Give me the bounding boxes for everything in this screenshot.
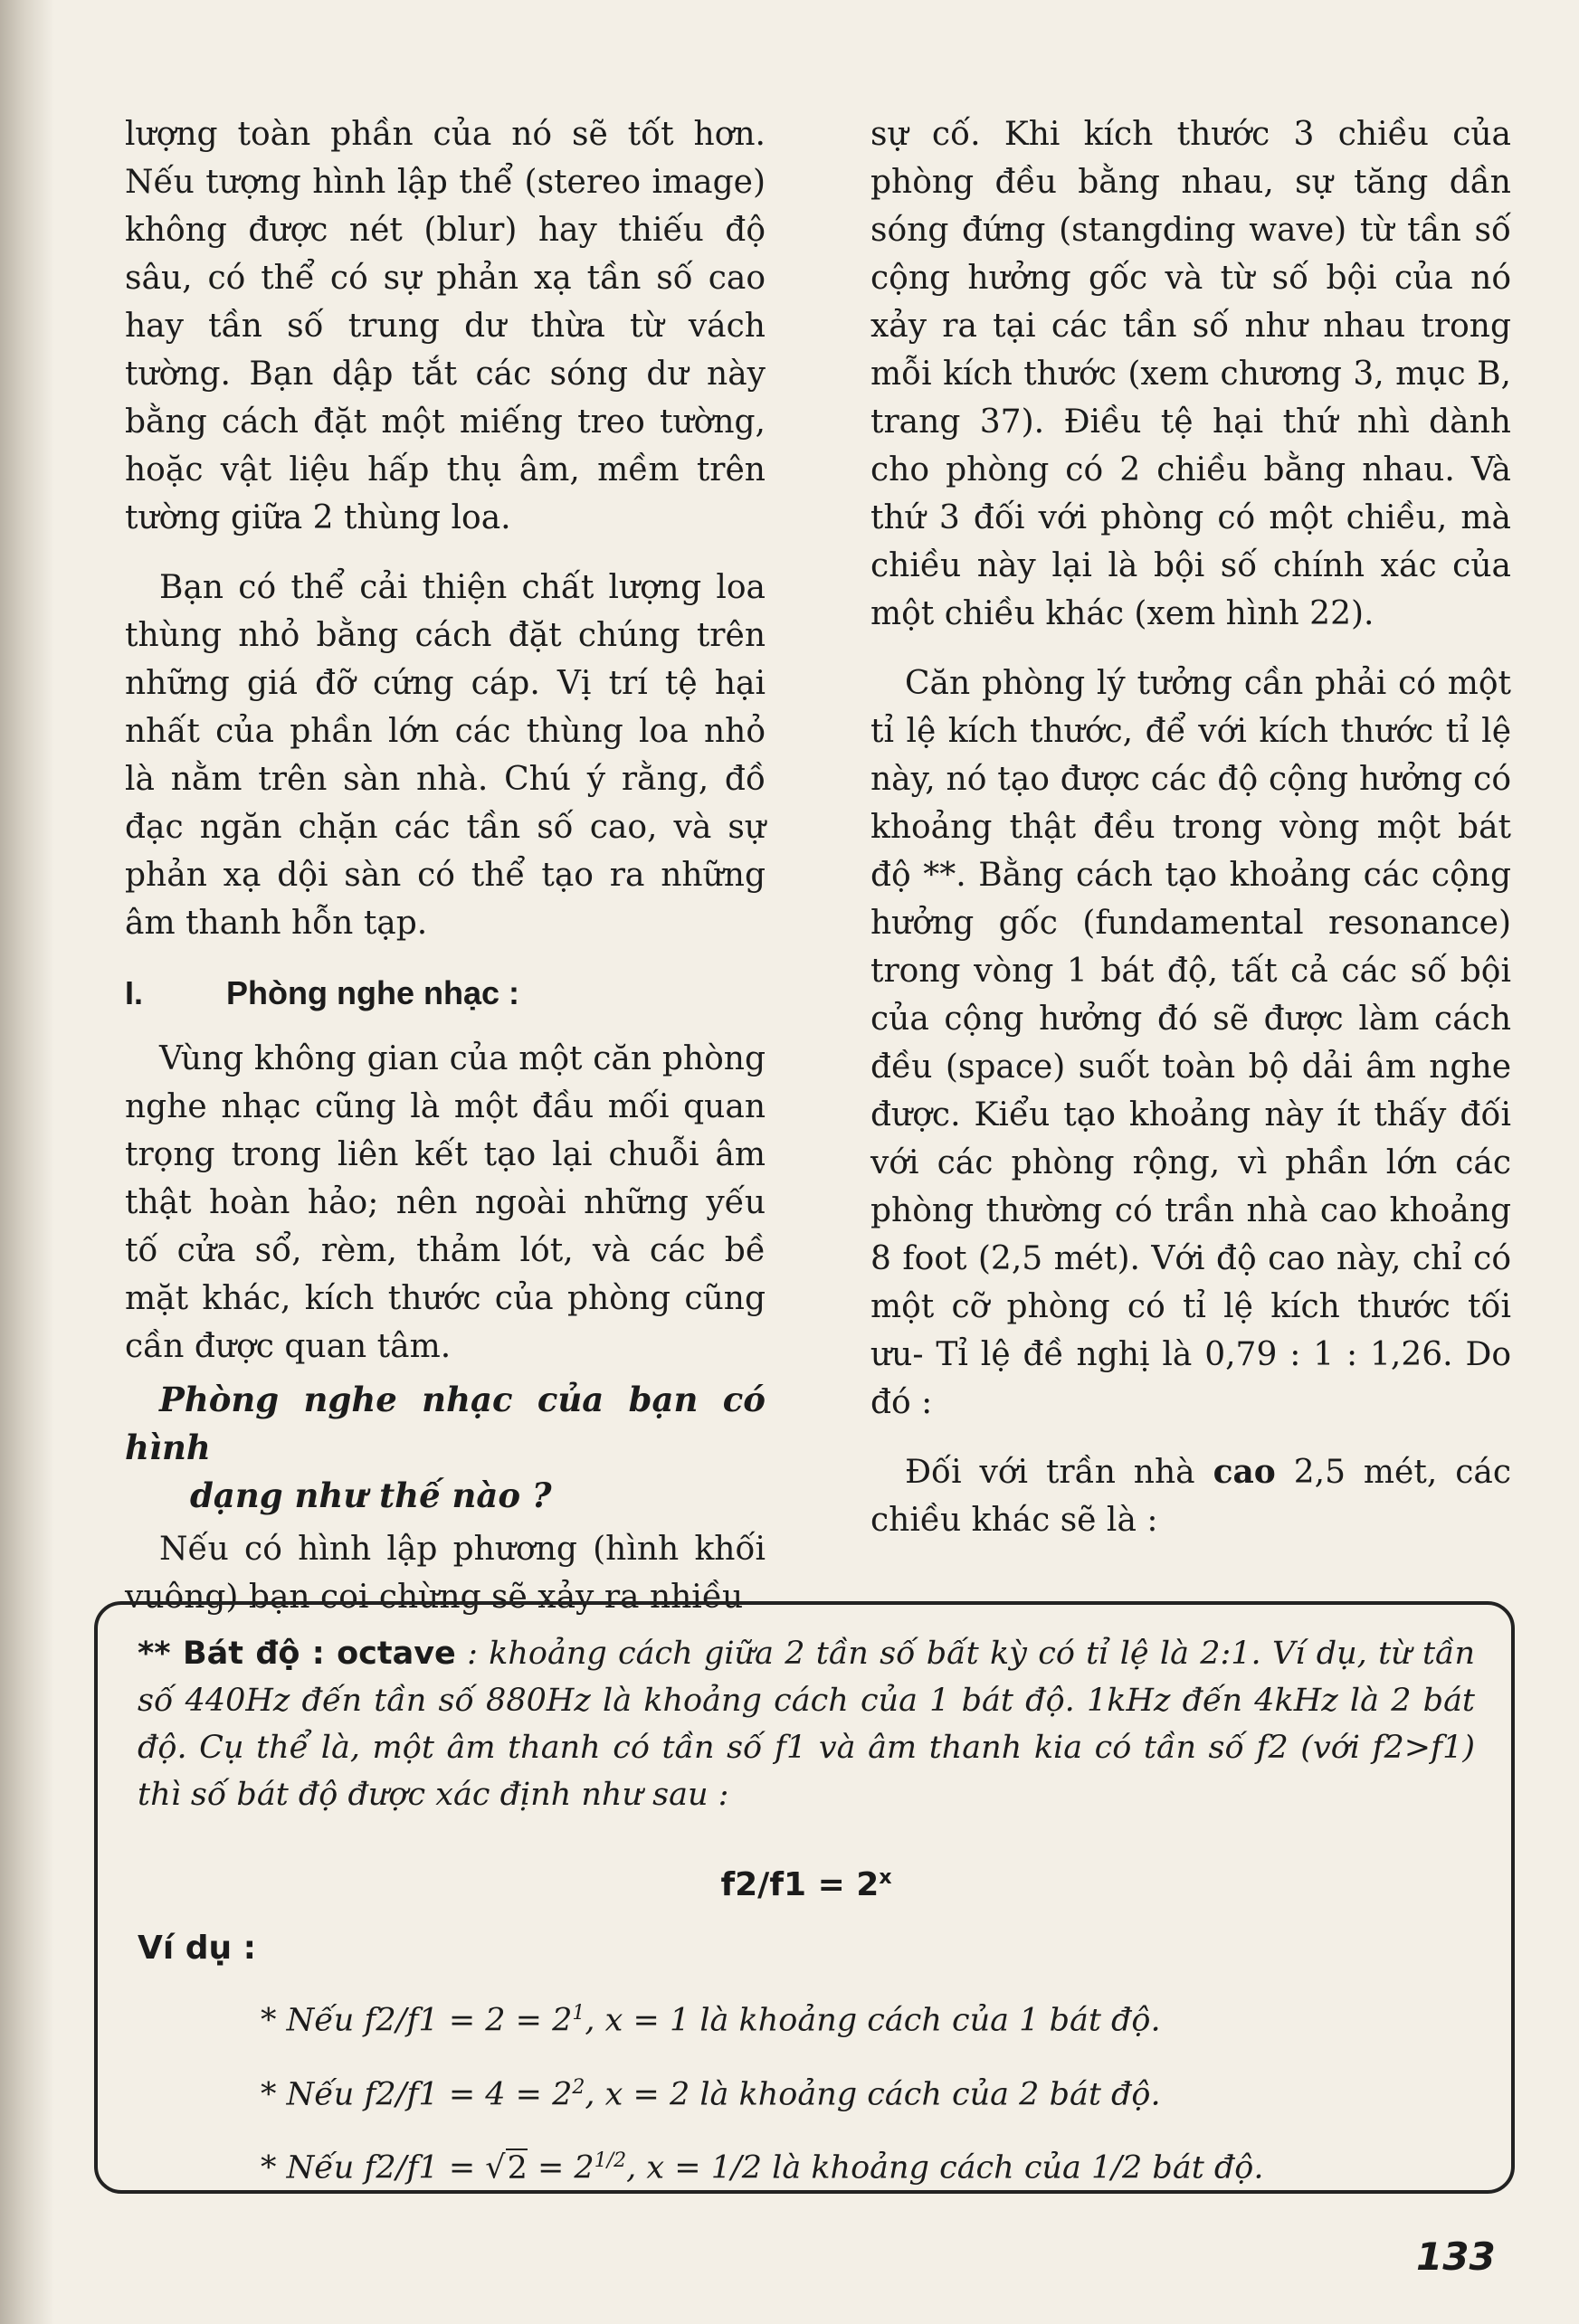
paragraph: Bạn có thể cải thiện chất lượng loa thùng nhỏ bằng cách đặt chúng trên những giá đỡ cứng cáp. Vị trí tệ hại nhất của phần lớn các thùng loa nhỏ là nằm trên sàn nhà. Chú ý rằng, đồ đạc ngăn chặn các tần số cao, và sự phản xạ dội sàn có thể tạo ra những âm thanh hỗn tạp. bbox=[125, 569, 766, 942]
bold-word: cao bbox=[1213, 1453, 1276, 1491]
exponent: 1 bbox=[572, 2002, 585, 2025]
footnote-definition bbox=[138, 1630, 1475, 1818]
page-number: 133 bbox=[1416, 2234, 1496, 2279]
examples-title: Ví dụ : bbox=[138, 1930, 257, 1967]
example-line bbox=[261, 1990, 1475, 2044]
subheading-question bbox=[125, 1376, 766, 1520]
footnote-box bbox=[94, 1601, 1515, 2194]
formula-base: f2/f1 = 2 bbox=[720, 1866, 880, 1903]
paragraph: Căn phòng lý tưởng cần phải có một tỉ lệ kích thước, để với kích thước tỉ lệ này, nó tạo được các độ cộng hưởng có khoảng thật đều trong vòng một bát độ **. Bằng cách tạo khoảng các cộng hưởng gốc (fundamental resonance) trong vòng 1 bát độ, tất cả các số bội của cộng hưởng đó sẽ được làm cách đều (space) suốt toàn bộ dải âm nghe được. Kiểu tạo khoảng này ít thấy đối với các phòng rộng, vì phần lớn các phòng thường có trần nhà cao khoảng 8 foot (2,5 mét). Với độ cao này, chỉ có một cỡ phòng có tỉ lệ kích thước tối ưu- Tỉ lệ đề nghị là 0,79 : 1 : 1,26. Do đó : bbox=[870, 665, 1511, 1421]
question-line: Phòng nghe nhạc của bạn có hình bbox=[125, 1380, 766, 1467]
exponent: 2 bbox=[572, 2075, 585, 2099]
example-text: , x = 2 là khoảng cách của 2 bát độ. bbox=[585, 2076, 1161, 2113]
example-text: * Nếu f2/f1 = 4 = 2 bbox=[261, 2076, 573, 2113]
example-text: * Nếu f2/f1 = √ bbox=[261, 2149, 506, 2186]
section-title: Phòng nghe nhạc : bbox=[226, 974, 519, 1011]
left-column bbox=[125, 110, 766, 1643]
paragraph bbox=[870, 1448, 1511, 1544]
text-run: Đối với trần nhà bbox=[905, 1454, 1213, 1491]
paragraph: Nếu có hình lập phương (hình khối vuông) bạn coi chừng sẽ xảy ra nhiều bbox=[125, 1531, 766, 1616]
example-line bbox=[261, 2138, 1475, 2192]
paragraph: Vùng không gian của một căn phòng nghe nhạc cũng là một đầu mối quan trọng trong liên kết tạo lại chuỗi âm thật hoàn hảo; nên ngoài những yếu tố cửa sổ, rèm, thảm lót, và các bề mặt khác, kích thước của phòng cũng cần được quan tâm. bbox=[125, 1040, 766, 1365]
section-number: I. bbox=[125, 974, 144, 1011]
right-column bbox=[870, 110, 1511, 1566]
paragraph: lượng toàn phần của nó sẽ tốt hơn. Nếu tượng hình lập thể (stereo image) không được nét (blur) hay thiếu độ sâu, có thể có sự phản xạ tần số cao hay tần số trung dư thừa từ vách tường. Bạn dập tắt các sóng dư này bằng cách đặt một miếng treo tường, hoặc vật liệu hấp thụ âm, mềm trên tường giữa 2 thùng loa. bbox=[125, 116, 766, 536]
question-line: dạng như thế nào ? bbox=[190, 1475, 552, 1515]
example-text: * Nếu f2/f1 = 2 = 2 bbox=[261, 2002, 573, 2039]
example-text: , x = 1/2 là khoảng cách của 1/2 bát độ. bbox=[626, 2149, 1264, 2186]
paragraph: sự cố. Khi kích thước 3 chiều của phòng đều bằng nhau, sự tăng dần sóng đứng (stangding wave) từ tần số cộng hưởng gốc và từ số bội của nó xảy ra tại các tần số như nhau trong mỗi kích thước (xem chương 3, mục B, trang 37). Điều tệ hại thứ nhì dành cho phòng có 2 chiều bằng nhau. Và thứ 3 đối với phòng có một chiều, mà chiều này lại là bội số chính xác của một chiều khác (xem hình 22). bbox=[870, 116, 1511, 632]
footnote-marker: ** bbox=[138, 1636, 183, 1672]
radicand: 2 bbox=[507, 2149, 528, 2186]
footnote-term: Bát độ : octave bbox=[182, 1636, 456, 1672]
book-spine-shadow bbox=[0, 0, 54, 2324]
exponent: 1/2 bbox=[594, 2149, 627, 2173]
example-text: , x = 1 là khoảng cách của 1 bát độ. bbox=[585, 2002, 1161, 2039]
section-heading bbox=[125, 969, 766, 1017]
text-run: 2,5 mét, các chiều khác sẽ là : bbox=[870, 1454, 1511, 1539]
formula-exponent: x bbox=[879, 1866, 892, 1889]
footnote-text: : khoảng cách giữa 2 tần số bất kỳ có tỉ lệ là 2:1. Ví dụ, từ tần số 440Hz đến tần số 880Hz là khoảng cách của 1 bát độ. 1kHz đến 4kHz là 2 bát độ. Cụ thể là, một âm thanh có tần số f1 và âm thanh kia có tần số f2 (với f2>f1) thì số bát độ được xác định như sau : bbox=[138, 1636, 1476, 1813]
example-line bbox=[261, 2064, 1475, 2119]
octave-formula bbox=[138, 1854, 1475, 1909]
example-text: = 2 bbox=[527, 2149, 595, 2186]
